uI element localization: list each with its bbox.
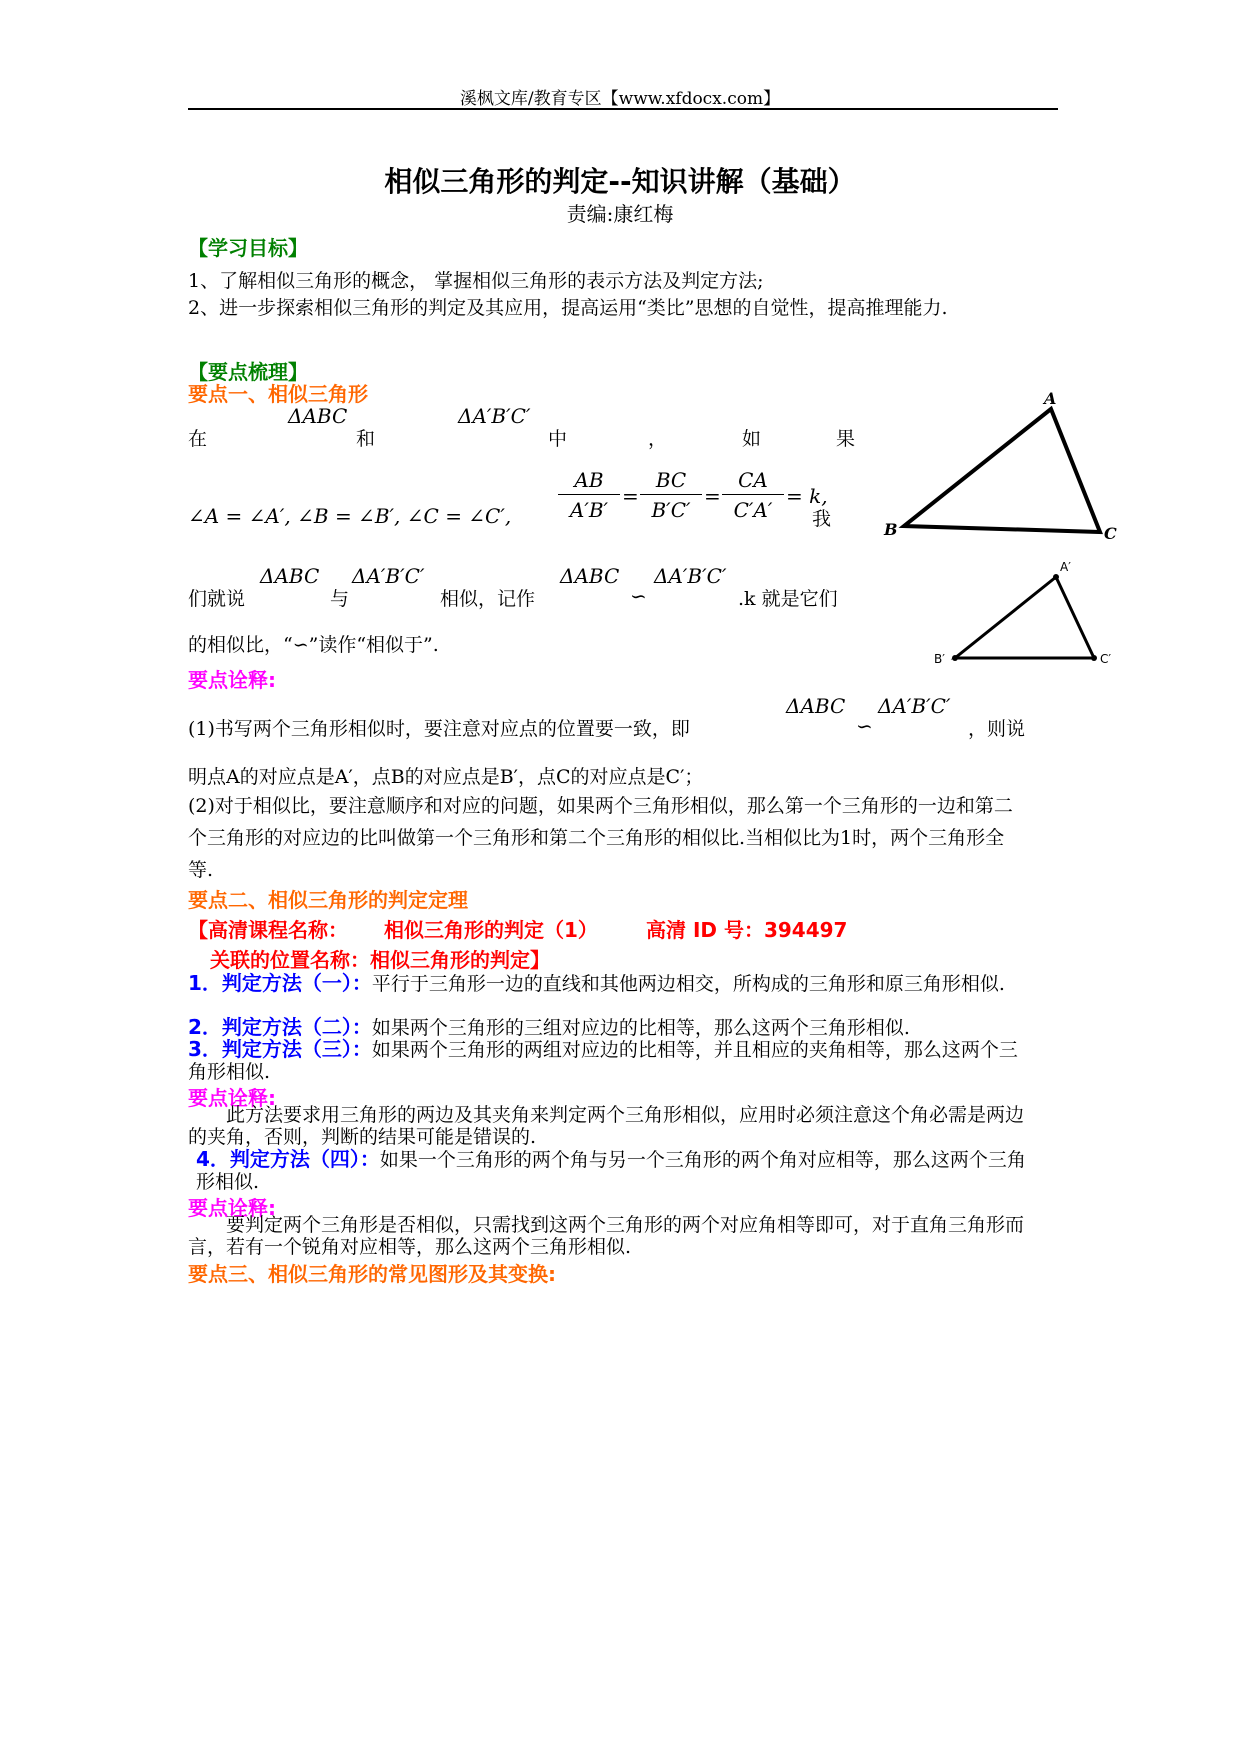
word-wo: 我 [812, 508, 832, 530]
note-2: (2)对于相似比，要注意顺序和对应的问题，如果两个三角形相似，那么第一个三角形的一边和第二个三角形的对应边的比叫做第一个三角形和第二个三角形的相似比.当相似比为1时，两个三角形全等. [188, 795, 1013, 881]
word-ru: 如 [742, 428, 762, 450]
method-4-label: 4．判定方法（四）： [196, 1147, 380, 1171]
fraction-ca-numerator: CA [722, 468, 784, 495]
method-4 [196, 1148, 1028, 1193]
method-2 [188, 1016, 1028, 1039]
word-guo: 果 [836, 428, 856, 450]
vertex-c1-dot [1091, 655, 1097, 661]
method-3-note: 此方法要求用三角形的两边及其夹角来判定两个三角形相似，应用时必须注意这个角必需是两边的夹角，否则，判断的结果可能是错误的. [188, 1104, 1025, 1148]
course-id: 高清 ID 号：394497 [646, 918, 848, 942]
section-3-title: 要点三、相似三角形的常见图形及其变换: [188, 1262, 556, 1286]
similar-symbol: ∽ [630, 584, 647, 608]
triangle-abc [904, 409, 1100, 532]
method-1-text: 平行于三角形一边的直线和其他两边相交，所构成的三角形和原三角形相似. [371, 973, 1005, 995]
vertex-a1-dot [1053, 574, 1059, 580]
vertex-a1-label: A′ [1060, 560, 1071, 574]
vertex-b1-label: B′ [934, 652, 945, 666]
word-zhong: 中 [548, 428, 568, 450]
document-author: 责编:康红梅 [566, 202, 674, 226]
method-1-label: 1．判定方法（一）： [188, 971, 372, 995]
similarity-ratio-text: 的相似比，“∽”读作“相似于”. [188, 634, 439, 656]
note-1-part-a: (1)书写两个三角形相似时，要注意对应点的位置要一致，即 [188, 718, 690, 740]
triangle-a1b1c1-label: ΔA′B′C′ [458, 404, 531, 428]
fraction-bc-numerator: BC [640, 468, 702, 495]
vertex-c-label: C [1104, 524, 1117, 543]
note-1-part-b: ，则说 [968, 718, 1026, 740]
fraction-ab-denominator: A′B′ [569, 498, 609, 522]
method-2-text: 如果两个三角形的三组对应边的比相等，那么这两个三角形相似. [371, 1017, 910, 1039]
method-3-notes-title: 要点诠释: [188, 1086, 276, 1110]
word-he: 和 [356, 428, 376, 450]
triangle-abc-label-3: ΔABC [560, 564, 620, 588]
vertex-b1-dot [952, 655, 958, 661]
triangle-abc-label-2: ΔABC [260, 564, 320, 588]
method-3-label: 3．判定方法（三）： [188, 1037, 372, 1061]
angle-equalities: ∠A = ∠A′, ∠B = ∠B′, ∠C = ∠C′, [188, 504, 512, 528]
section-2-title: 要点二、相似三角形的判定定理 [188, 888, 468, 912]
fraction-ab [558, 468, 620, 522]
word-zai: 在 [188, 428, 208, 450]
course-name-label: 【高清课程名称： [188, 918, 348, 942]
word-xiangsi-jizuo: 相似，记作 [440, 588, 536, 610]
fraction-ca-denominator: C′A′ [733, 498, 773, 522]
fraction-ab-numerator: AB [558, 468, 620, 495]
note-1-similar-symbol: ∽ [856, 714, 873, 738]
fraction-ca [722, 468, 784, 522]
course-name-value: 相似三角形的判定（1） [384, 918, 598, 942]
course-position-name: 关联的位置名称：相似三角形的判定】 [210, 948, 550, 972]
vertex-a-label: A [1044, 389, 1057, 408]
equals-k: = k, [786, 484, 828, 508]
method-1 [188, 972, 1028, 995]
k-ratio-text: .k 就是它们 [738, 588, 838, 610]
triangle-a1b1c1-label-3: ΔA′B′C′ [654, 564, 727, 588]
objective-item-2: 2、进一步探索相似三角形的判定及其应用，提高运用“类比”思想的自觉性，提高推理能力. [188, 297, 948, 319]
section-1-title: 要点一、相似三角形 [188, 382, 368, 406]
fraction-bc-denominator: B′C′ [651, 498, 691, 522]
page-header: 溪枫文库/教育专区【www.xfdocx.com】 [459, 89, 781, 109]
notes-1-title: 要点诠释: [188, 668, 276, 692]
objective-item-1: 1、了解相似三角形的概念， 掌握相似三角形的表示方法及判定方法; [188, 270, 764, 292]
similar-triangles-figure [880, 380, 1130, 680]
method-2-label: 2．判定方法（二）： [188, 1015, 372, 1039]
comma: ， [648, 428, 668, 450]
note-1-part-c: 明点A的对应点是A′，点B的对应点是B′，点C的对应点是C′； [188, 766, 704, 788]
vertex-b-label: B [884, 520, 898, 539]
word-menjiushuo: 们就说 [188, 588, 246, 610]
header-divider [188, 108, 1058, 110]
method-4-text: 如果一个三角形的两个角与另一个三角形的两个角对应相等，那么这两个三角形相似. [196, 1149, 1026, 1193]
method-3-text: 如果两个三角形的两组对应边的比相等，并且相应的夹角相等，那么这两个三角形相似. [188, 1039, 1018, 1083]
word-yu: 与 [330, 588, 350, 610]
triangle-abc-label: ΔABC [288, 404, 348, 428]
method-4-note: 要判定两个三角形是否相似，只需找到这两个三角形的两个对应角相等即可，对于直角三角形而言，若有一个锐角对应相等，那么这两个三角形相似. [188, 1214, 1025, 1258]
vertex-c1-label: C′ [1100, 652, 1112, 666]
document-title: 相似三角形的判定--知识讲解（基础） [384, 165, 856, 198]
method-4-notes-title: 要点诠释: [188, 1196, 276, 1220]
triangle-a1b1c1 [955, 577, 1094, 658]
note-1-triangle-abc: ΔABC [786, 694, 846, 718]
objectives-heading: 【学习目标】 [188, 236, 308, 260]
equals-2: = [704, 484, 721, 508]
fraction-bc [640, 468, 702, 522]
equals-1: = [622, 484, 639, 508]
points-heading: 【要点梳理】 [188, 360, 308, 384]
method-3 [188, 1038, 1028, 1083]
triangle-a1b1c1-label-2: ΔA′B′C′ [352, 564, 425, 588]
note-1-triangle-a1b1c1: ΔA′B′C′ [878, 694, 951, 718]
